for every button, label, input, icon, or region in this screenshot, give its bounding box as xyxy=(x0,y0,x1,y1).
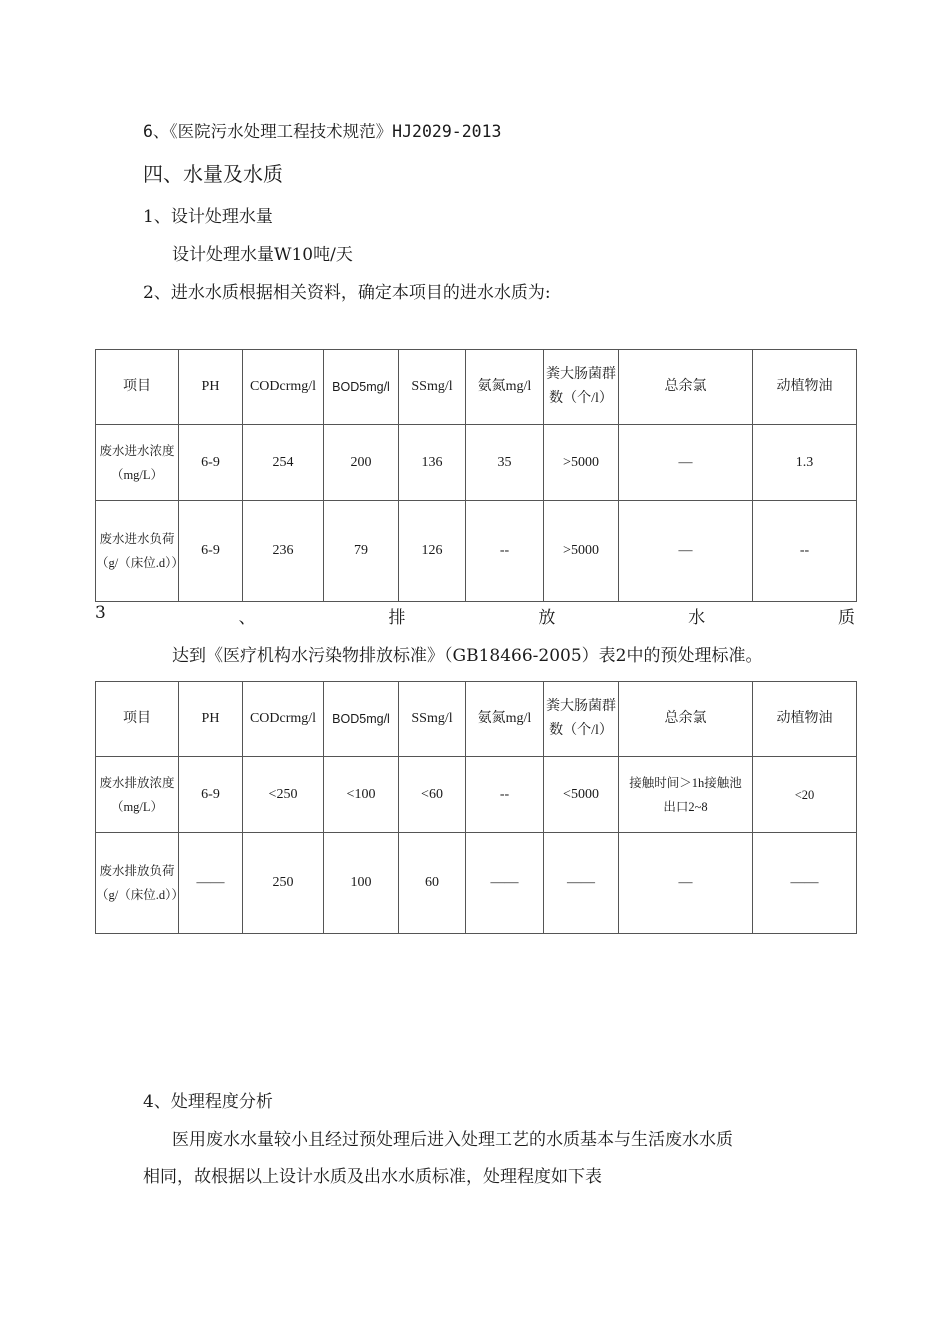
item-3-char: 、 xyxy=(238,608,256,628)
cell-chlorine: — xyxy=(619,425,753,501)
col-header-bod: BOD5mg/l xyxy=(324,682,399,757)
col-header-coli: 粪大肠菌群数（个/l） xyxy=(544,682,619,757)
table-row xyxy=(96,833,857,934)
reference-item-6: 6、《医院污水处理工程技术规范》HJ2029-2013 xyxy=(143,122,502,141)
item-3-char: 质 xyxy=(837,608,855,628)
cell-ph: 6-9 xyxy=(179,425,243,501)
cell-oil: 1.3 xyxy=(753,425,857,501)
cell-ph: 6-9 xyxy=(179,757,243,833)
cell-coli: <5000 xyxy=(544,757,619,833)
item-3-char: 排 xyxy=(388,608,406,628)
col-header-chlorine: 总余氯 xyxy=(619,350,753,425)
col-header-bod: BOD5mg/l xyxy=(324,350,399,425)
row-label: 废水进水负荷（g/（床位.d）） xyxy=(96,501,179,602)
cell-chlorine: — xyxy=(619,833,753,934)
cell-cod: 250 xyxy=(243,833,324,934)
cell-bod: 100 xyxy=(324,833,399,934)
cell-chlorine: 接触时间＞1h接触池出口2~8 xyxy=(619,757,753,833)
table-header-row xyxy=(96,682,857,757)
col-header-nh: 氨氮mg/l xyxy=(466,682,544,757)
cell-nh: 35 xyxy=(466,425,544,501)
item-1-text: 设计处理水量W10吨/天 xyxy=(172,245,353,265)
row-label: 废水排放浓度（mg/L） xyxy=(96,757,179,833)
cell-ss: <60 xyxy=(399,757,466,833)
item-1-title: 1、设计处理水量 xyxy=(143,207,273,227)
item-3-char: 水 xyxy=(688,608,706,628)
cell-chlorine: — xyxy=(619,501,753,602)
cell-cod: 236 xyxy=(243,501,324,602)
inlet-quality-table xyxy=(95,349,857,602)
cell-bod: 200 xyxy=(324,425,399,501)
cell-nh: —— xyxy=(466,833,544,934)
cell-oil: -- xyxy=(753,501,857,602)
cell-oil: <20 xyxy=(753,757,857,833)
cell-cod: <250 xyxy=(243,757,324,833)
cell-ss: 60 xyxy=(399,833,466,934)
section-heading-water: 四、水量及水质 xyxy=(143,162,283,186)
row-label: 废水进水浓度（mg/L） xyxy=(96,425,179,501)
cell-oil: —— xyxy=(753,833,857,934)
col-header-ph: PH xyxy=(179,682,243,757)
item-4-title: 4、处理程度分析 xyxy=(143,1092,273,1112)
cell-ss: 136 xyxy=(399,425,466,501)
item-4-text-line2: 相同，故根据以上设计水质及出水水质标准，处理程度如下表 xyxy=(143,1167,602,1187)
cell-coli: >5000 xyxy=(544,425,619,501)
item-4-text-line1: 医用废水水量较小且经过预处理后进入处理工艺的水质基本与生活废水水质 xyxy=(172,1130,733,1150)
col-header-chlorine: 总余氯 xyxy=(619,682,753,757)
discharge-quality-table xyxy=(95,681,857,934)
table-row xyxy=(96,757,857,833)
cell-bod: <100 xyxy=(324,757,399,833)
cell-ph: —— xyxy=(179,833,243,934)
item-3-title xyxy=(95,603,855,628)
col-header-item: 项目 xyxy=(96,682,179,757)
col-header-cod: CODcrmg/l xyxy=(243,682,324,757)
cell-coli: >5000 xyxy=(544,501,619,602)
col-header-item: 项目 xyxy=(96,350,179,425)
cell-coli: —— xyxy=(544,833,619,934)
item-2-title: 2、进水水质根据相关资料，确定本项目的进水水质为: xyxy=(143,283,551,303)
table-row xyxy=(96,501,857,602)
cell-bod: 79 xyxy=(324,501,399,602)
table-header-row xyxy=(96,350,857,425)
cell-ph: 6-9 xyxy=(179,501,243,602)
col-header-ph: PH xyxy=(179,350,243,425)
col-header-ss: SSmg/l xyxy=(399,350,466,425)
item-3-text: 达到《医疗机构水污染物排放标准》（GB18466-2005）表2中的预处理标准。 xyxy=(172,646,763,666)
row-label: 废水排放负荷（g/（床位.d）） xyxy=(96,833,179,934)
col-header-ss: SSmg/l xyxy=(399,682,466,757)
cell-cod: 254 xyxy=(243,425,324,501)
cell-nh: -- xyxy=(466,501,544,602)
col-header-oil: 动植物油 xyxy=(753,350,857,425)
col-header-coli: 粪大肠菌群数（个/l） xyxy=(544,350,619,425)
item-3-char: 3 xyxy=(95,603,106,623)
table-row xyxy=(96,425,857,501)
col-header-oil: 动植物油 xyxy=(753,682,857,757)
col-header-cod: CODcrmg/l xyxy=(243,350,324,425)
item-3-char: 放 xyxy=(538,608,556,628)
cell-ss: 126 xyxy=(399,501,466,602)
col-header-nh: 氨氮mg/l xyxy=(466,350,544,425)
cell-nh: -- xyxy=(466,757,544,833)
